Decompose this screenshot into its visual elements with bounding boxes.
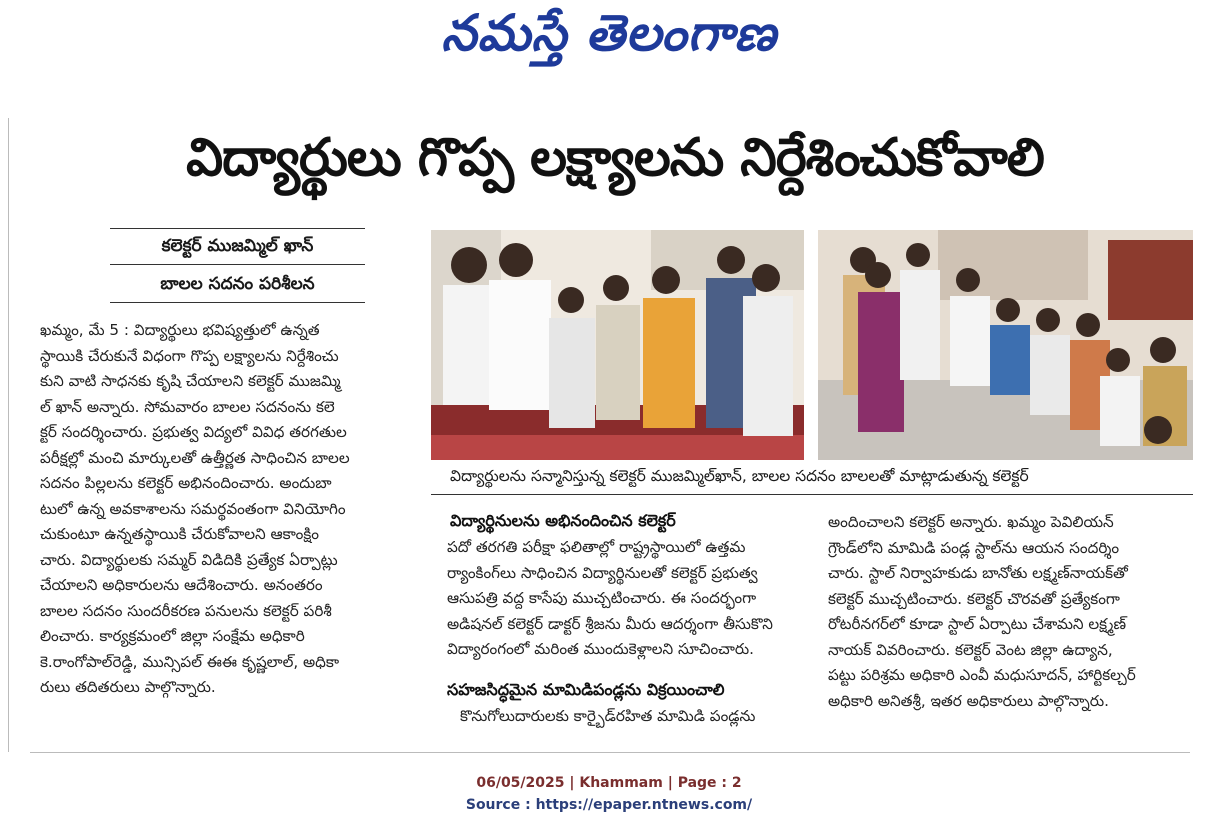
text-line: రులు తదితరులు పాల్గొన్నారు. xyxy=(40,678,216,696)
article-column-middle xyxy=(447,535,802,663)
text-line: గ్రౌండ్‌లోని మామిడి పండ్ల స్టాల్‌ను ఆయన సందర్శిం xyxy=(828,538,1120,557)
subhead-mangoes: సహజసిద్ధమైన మామిడిపండ్లను విక్రయించాలి xyxy=(447,680,725,699)
text-line: స్థాయికి చేరుకునే విధంగా గొప్ప లక్ష్యాలను నిర్దేశించు xyxy=(40,346,339,365)
text-line: ఆసుపత్రి వద్ద కాసేపు ముచ్చటించారు. ఈ సందర్భంగా xyxy=(447,589,757,607)
photo-caption: విద్యార్థులను సన్మానిస్తున్న కలెక్టర్ ముజమ్మిల్‌ఖాన్, బాలల సదనం బాలలతో మాట్లాడుతున్న కలెక్టర్ xyxy=(450,467,1029,485)
text-line: కలెక్టర్ ముచ్చటించారు. కలెక్టర్ చొరవతో ప్రత్యేకంగా xyxy=(828,589,1120,608)
headline: విద్యార్థులు గొప్ప లక్ష్యాలను నిర్దేశించుకోవాలి xyxy=(186,128,1044,188)
text-line: పట్టు పరిశ్రమ అధికారి ఎంవీ మధుసూదన్, హార్టికల్చర్ xyxy=(828,666,1136,684)
text-line: పదో తరగతి పరీక్షా ఫలితాల్లో రాష్ట్రస్థాయిలో ఉత్తమ xyxy=(447,538,746,556)
text-line: అడిషనల్ కలెక్టర్ డాక్టర్ శ్రీజను మీరు ఆదర్శంగా తీసుకొని xyxy=(447,614,773,633)
footer-date-edition: 06/05/2025 | Khammam | Page : 2 xyxy=(476,775,742,791)
text-line: లించారు. కార్యక్రమంలో జిల్లా సంక్షేమ అధికారి xyxy=(40,627,305,645)
text-line: కొనుగోలుదారులకు కార్బైడ్‌రహిత మామిడి పండ్లను xyxy=(460,707,756,725)
text-line: పరీక్షల్లో మంచి మార్కులతో ఉత్తీర్ణత సాధించిన బాలల xyxy=(40,448,350,467)
text-line: అందించాలని కలెక్టర్ అన్నారు. ఖమ్మం పెవిలియన్ xyxy=(828,513,1114,531)
text-line: కుని వాటి సాధనకు కృషి చేయాలని కలెక్టర్ ముజమ్మి xyxy=(40,372,341,390)
photo-children-home-visit xyxy=(818,230,1193,460)
footer-source-link[interactable]: Source : https://epaper.ntnews.com/ xyxy=(465,797,753,813)
text-line: ల్ ఖాన్ అన్నారు. సోమవారం బాలల సదనంను కలె xyxy=(40,397,335,416)
text-line: అధికారి అనితశ్రీ, ఇతర అధికారులు పాల్గొన్నారు. xyxy=(828,691,1109,710)
kicker-collector: కలెక్టర్ ముజమ్మిల్ ఖాన్ xyxy=(161,236,314,256)
text-line: సదనం పిల్లలను కలెక్టర్ అభినందించారు. అందుబా xyxy=(40,474,332,492)
column-divider xyxy=(8,118,9,752)
article-column-left xyxy=(40,318,435,701)
text-line: కె.రాంగోపాల్‌రెడ్డి, మున్సిపల్ ఈఈ కృష్ణలాల్, అధికా xyxy=(40,652,340,671)
text-line: క్టర్ సందర్శించారు. ప్రభుత్వ విద్యలో వివిధ తరగతుల xyxy=(40,423,347,441)
text-line: ర్యాంకింగ్‌లు సాధించిన విద్యార్థినులతో కలెక్టర్ ప్రభుత్వ xyxy=(447,563,758,582)
text-line: టులో ఉన్న అవకాశాలను సమర్థవంతంగా వినియోగిం xyxy=(40,499,346,518)
text-line: చేయాలని అధికారులను ఆదేశించారు. అనంతరం xyxy=(40,576,323,594)
footer-rule xyxy=(30,752,1190,753)
kicker-rule-top xyxy=(110,228,365,229)
text-line: విద్యారంగంలో మరింత ముందుకెళ్లాలని సూచించారు. xyxy=(447,640,755,658)
kicker-rule-middle xyxy=(110,264,365,265)
kicker-inspection: బాలల సదనం పరిశీలన xyxy=(160,274,315,294)
text-line: ఖమ్మం, మే 5 : విద్యార్థులు భవిష్యత్తులో ఉన్నత xyxy=(40,321,320,339)
article-column-middle-continued xyxy=(460,704,805,730)
text-line: బాలల సదనం సుందరీకరణ పనులను కలెక్టర్ పరిశీ xyxy=(40,601,332,620)
photo-students-felicitation xyxy=(431,230,804,460)
text-line: రోటరీనగర్‌లో కూడా స్టాల్ ఏర్పాటు చేశామని లక్ష్మణ్ xyxy=(828,615,1127,633)
text-line: చారు. స్టాల్ నిర్వాహకుడు బానోతు లక్ష్మణ్‌నాయక్‌తో xyxy=(828,564,1128,582)
article-column-right xyxy=(828,510,1178,714)
kicker-rule-bottom xyxy=(110,302,365,303)
subhead-congratulations: విద్యార్థినులను అభినందించిన కలెక్టర్ xyxy=(450,511,676,530)
caption-rule xyxy=(431,494,1193,495)
text-line: చుకుంటూ ఉన్నతస్థాయికి చేరుకోవాలని ఆకాంక్షిం xyxy=(40,525,319,543)
masthead-logo: నమస్తే తెలంగాణ xyxy=(441,4,777,62)
text-line: చారు. విద్యార్థులకు సమ్మర్ విడిదికి ప్రత్యేక ఏర్పాట్లు xyxy=(40,550,338,569)
text-line: నాయక్ వివరించారు. కలెక్టర్ వెంట జిల్లా ఉద్యాన, xyxy=(828,640,1113,659)
